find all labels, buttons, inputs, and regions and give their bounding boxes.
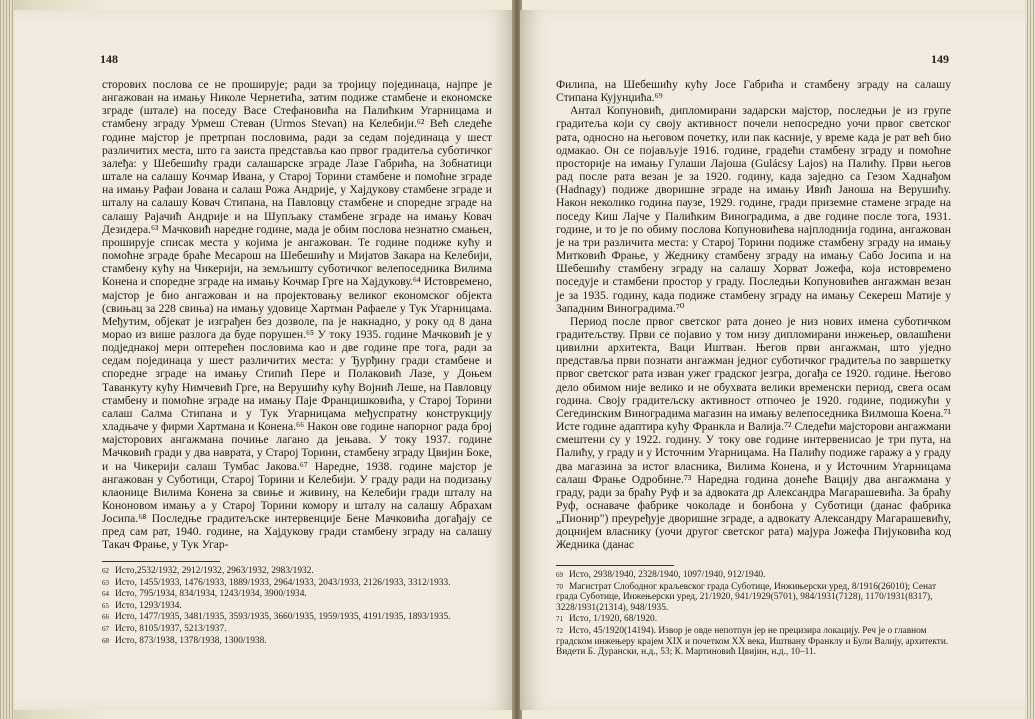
footnote: $^{63}$ Исто, 1455/1933, 1476/1933, 1889/1933, 2964/1933, 2043/1933, 2126/1933, 3312/1933. [102,577,451,588]
footnote: $^{69}$ Исто, 2938/1940, 2328/1940, 1097/1940, 912/1940. [556,570,766,580]
page-edges-right [1025,0,1035,719]
paragraph: Антал Копуновић, дипломирани задарски мајстор, последњи је из групе градитеља који су своју активност почели непосредно уочи првог светског рата, односно на његовом почетку, или пак касније, у време када је рат већ био одмакао. Он се појављује 1916. године, градећи стамбену зграду и помоћне просторије на имању Гулаши Лајоша (Gulácsy Lajos) на Палићу. Први његов рад после рата везан је за 1920. годину, када заједно са Гезом Хаднађом (Hadnagy) подиже дворишне зграде на имању Ивић Јаноша на Верушићу. Након неколико година паузе, 1929. године, гради приземне стамене зграде на поседу Киш Лајче у Палићким Виноградима, а две године после тога, 1931. године, и то је по обиму послова Копуновићева најплоднија година, ангажован је на три различита места: у Старој Торини подиже стамбену зграду на имању Митковић Фрање, у Жеднику стамбену зграду на имању Сабо Јосипа и на Шебешићу стамбену зграду на салашу Хорват Јожефа, која истовремено поседује и стамбени простор у граду. Последњи Копуновићев ангажман везан је за 1935. годину, када подиже стамбену зграду на имању Секереш Матије у Западним Виноградима.⁷⁰ [556,104,951,315]
footnote: $^{64}$ Исто, 795/1934, 834/1934, 1243/1934, 3900/1934. [102,589,307,600]
footnotes [102,566,494,647]
body-text [102,78,492,552]
footnote: $^{68}$ Исто, 873/1938, 1378/1938, 1300/1938. [102,635,267,646]
page-edges-left [0,0,14,719]
left-page [14,10,514,710]
footnote: $^{62}$ Исто,2532/1932, 2912/1932, 2963/1932, 2983/1932. [102,566,314,576]
paragraph: Филипа, на Шебешићу кућу Јосе Габрића и стамбену зграду на салашу Стипана Кујунџића.⁶⁹ [556,78,951,105]
footnote: $^{70}$ Магистрат Слободног краљевског града Суботице, Инжињерски уред, 8/1916(26010); Сенат града Суботице, Инжењерски уред, 21/1920, 941/1929(5701), 984/1931(7128), 1170/1931(8317), 3228/1931(21314), 948/1935. [556,581,937,613]
footnotes [556,570,951,659]
footnote-divider [102,561,220,562]
footnote: $^{67}$ Исто, 8105/1937, 5213/1937. [102,623,227,634]
footnote: $^{71}$ Исто, 1/1920, 68/1920. [556,614,658,625]
footnote-divider [556,565,674,566]
footnote: $^{65}$ Исто, 1293/1934. [102,600,182,611]
footnote: $^{72}$ Исто, 45/1920(14194). Извор је овде непотпун јер не прецизира локацију. Реч је о главном градском инжењеру крајем XIX и почетком XX века, Иштвану Франклу и Були Валију, архитекти. Видети Б. Дурански, н.д., 53; К. Мартиновић Цвијин, н.д., 10–11. [556,625,949,658]
page-number: 148 [100,52,118,66]
paragraph: сторових послова се не проширује; ради за тројицу појединаца, најпре је ангажован на имању Николе Чернетића, затим подиже стамбене и економске зграде (штале) на поседу Васе Стефановића на Палићким Угарницама и стамбену зграду Урмеш Стеван (Urmos Stevan) на Келебији.⁶² Већ следеће године мајстор је претрпан пословима, ради за седам појединаца у шест различитих места, што га заиста представља као првог градитеља суботичког залеђа: у Шебешићу гради салашарске зграде Лазе Габрића, на Зобнатици штале на салашу Кочмар Ивана, у Старој Торини стамбене и помоћне зграде на имању Рафаи Јована и салаш Рожа Андрије, у Хајдукову стамбене зграде и шталу на салашу Ковач Стипана, на Павловцу стамбене и споредне зграде на салашу Рајачић Андрије и на Шупљаку стамбене зграде на имању Ковач Дезидера.⁶³ Мачковић наредне године, мада је обим послова незнатно смањен, проширује списак места у којима је ангажован. Те године подиже кућу и помоћне зграде браће Месарош на Шебешићу и Мијатов Закара на Келебији, стамбену кућу на Чикерији, на земљишту суботичког велепоседника Вилима Конена и споредне зграде на имању Кочмар Грге на Хајдукову.⁶⁴ Истовремено, мајстор је био ангажован и на пројектовању великог економског објекта (свињац за 228 свиња) на имању удовице Хартман Рафаеле у Тук Угарницама. Међутим, објекат је изграђен без дозволе, па је накнадно, у року од 8 дана морао из више разлога да буде порушен.⁶⁵ У току 1935. године Мачковић је у подједнакој мери оптерећен пословима као и две године пре тога, ради за седам појединаца у шест различитих места: у Ђурђину гради стамбене и споредне зграде на имању Стипић Пере и Полаковић Лазе, у Доњем Таванкуту кућу Нимчевић Грге, на Верушићу кућу Војнић Леше, на Павловцу стамбену и помоћне зграде на имању Паје Францишковића, у Старој Торини салаш Салма Стипана и у Тук Угарницама међуспратну конструкцију хладњаче у фирми Хартмана и Конена.⁶⁶ Након ове године напорног рада број мајсторових ангажмана почиње лагано да јењава. У току 1937. године Мачковић гради у два наврата, у Старој Торини, стамбену зграду Цвијин Боке, и на Чикерији салаш Тумбас Јакова.⁶⁷ Наредне, 1938. године мајстор је ангажован у Суботици, Старој Торини и Келебији. У граду ради на подизању клаонице Вилима Конена за свиње и живину, на Келебији гради шталу на Кононовом имању а у Старој Торини комору и шталу на салашу Абрахам Јосипа.⁶⁸ Последње градитељске интервенције Бене Мачковића догађају се пред сам рат, 1940. године, на Хајдукову гради стамбену зграду на салашу Такач Фрање, у Тук Угар- [102,78,492,552]
paragraph: Период после првог светског рата донео је низ нових имена суботичком градитељству. Први се појавио у том низу дипломирани инжењер, овлашћени цивилни архитекта, Ваци Иштван. Његов први ангажман, што уједно представља први познати ангажман једног суботичког градитеља по завршетку првог светског рата изван ужег градског језгра, догађа се 1920. године. Његово дело обимом није велико и не обухвата велики временски период, свега осам година. Своју градитељску активност отпочео је 1920. године, подижући у Сегединским Виноградима магазин на имању велепоседника Вилмоша Коена.⁷¹ Исте године адаптира кућу Франкла и Валија.⁷² Следећи мајсторови ангажмани смештени су у 1922. годину. У току ове године интервенисао је три пута, на Палићу, у граду и у Источним Угарницама. На Палићу подиже гаражу а у граду два магазина за истог власника, Вилима Конена, и у Источним Угарницама салаш Фрање Одробине.⁷³ Наредна година донеће Вацију два ангажмана у граду, ради за браћу Руф и за адвоката др Александра Магарашевића. За браћу Руф, оснаваче фабрике чоколаде и бонбона у Суботици (данас фабрика „Пионир") преуређује дворишне зграде, а адвокату Александру Магарашевићу, доцнијем власнику (уочи другог светског рата) мајура Јожефа Пијуковића код Жедника (данас [556,314,952,552]
footnote: $^{66}$ Исто, 1477/1935, 3481/1935, 3593/1935, 3660/1935, 1959/1935, 4191/1935, 1893/1935. [102,612,451,623]
right-page [520,10,1025,710]
page-number: 149 [931,52,949,66]
body-text [556,78,951,552]
